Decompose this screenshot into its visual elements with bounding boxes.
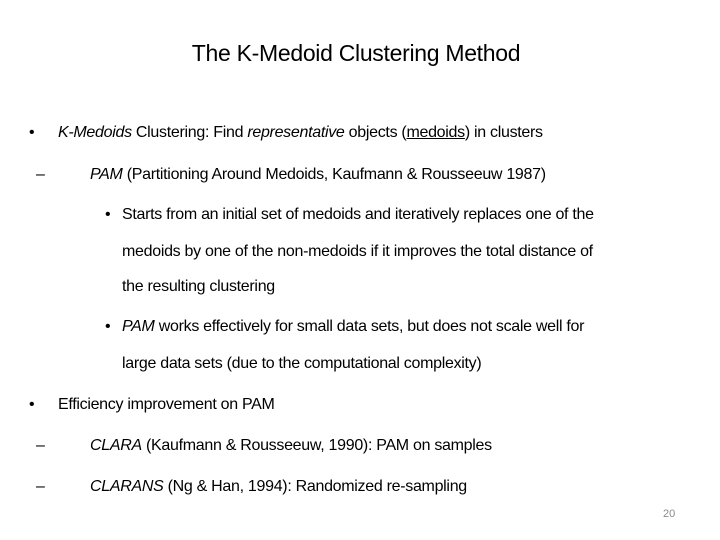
bullet-pam (90, 165, 546, 185)
text-span: (Ng & Han, 1994): Randomized re-sampling (163, 478, 467, 495)
bullet-clara (90, 436, 492, 456)
text-span: CLARANS (90, 478, 164, 495)
bullet-kmedoids (58, 123, 543, 143)
text-span: PAM (122, 318, 155, 335)
text-span: PAM (90, 166, 123, 183)
bullet-starts-line3: the resulting clustering (122, 278, 275, 295)
bullet-starts-line1: Starts from an initial set of medoids and iteratively replaces one of the (122, 206, 594, 223)
bullet-clarans (90, 477, 467, 497)
text-span: representative (247, 124, 345, 141)
bullet-marker: • (105, 318, 111, 335)
bullet-pam-works-line2: large data sets (due to the computational complexity) (122, 355, 482, 372)
text-span: works effectively for small data sets, but does not scale well for (154, 318, 585, 335)
text-span: Clustering: Find (131, 124, 248, 141)
text-span: CLARA (90, 437, 142, 454)
dash-marker: – (36, 437, 45, 454)
text-span: (Kaufmann & Rousseeuw, 1990): PAM on samples (141, 437, 492, 454)
bullet-starts-line2: medoids by one of the non-medoids if it improves the total distance of (122, 243, 593, 260)
bullet-efficiency: Efficiency improvement on PAM (58, 396, 275, 413)
text-span: K-Medoids (58, 124, 132, 141)
text-span: (Partitioning Around Medoids, Kaufmann & Rousseeuw 1987) (122, 166, 546, 183)
bullet-marker: • (29, 396, 35, 413)
bullet-marker: • (29, 124, 35, 141)
bullet-marker: • (105, 206, 111, 223)
bullet-pam-works-line1 (122, 317, 584, 337)
text-span: objects ( (344, 124, 407, 141)
text-span: ) in clusters (464, 124, 543, 141)
dash-marker: – (36, 166, 45, 183)
dash-marker: – (36, 478, 45, 495)
text-span: medoids (406, 124, 465, 141)
page-number: 20 (663, 508, 676, 520)
slide-title: The K-Medoid Clustering Method (191, 40, 521, 66)
